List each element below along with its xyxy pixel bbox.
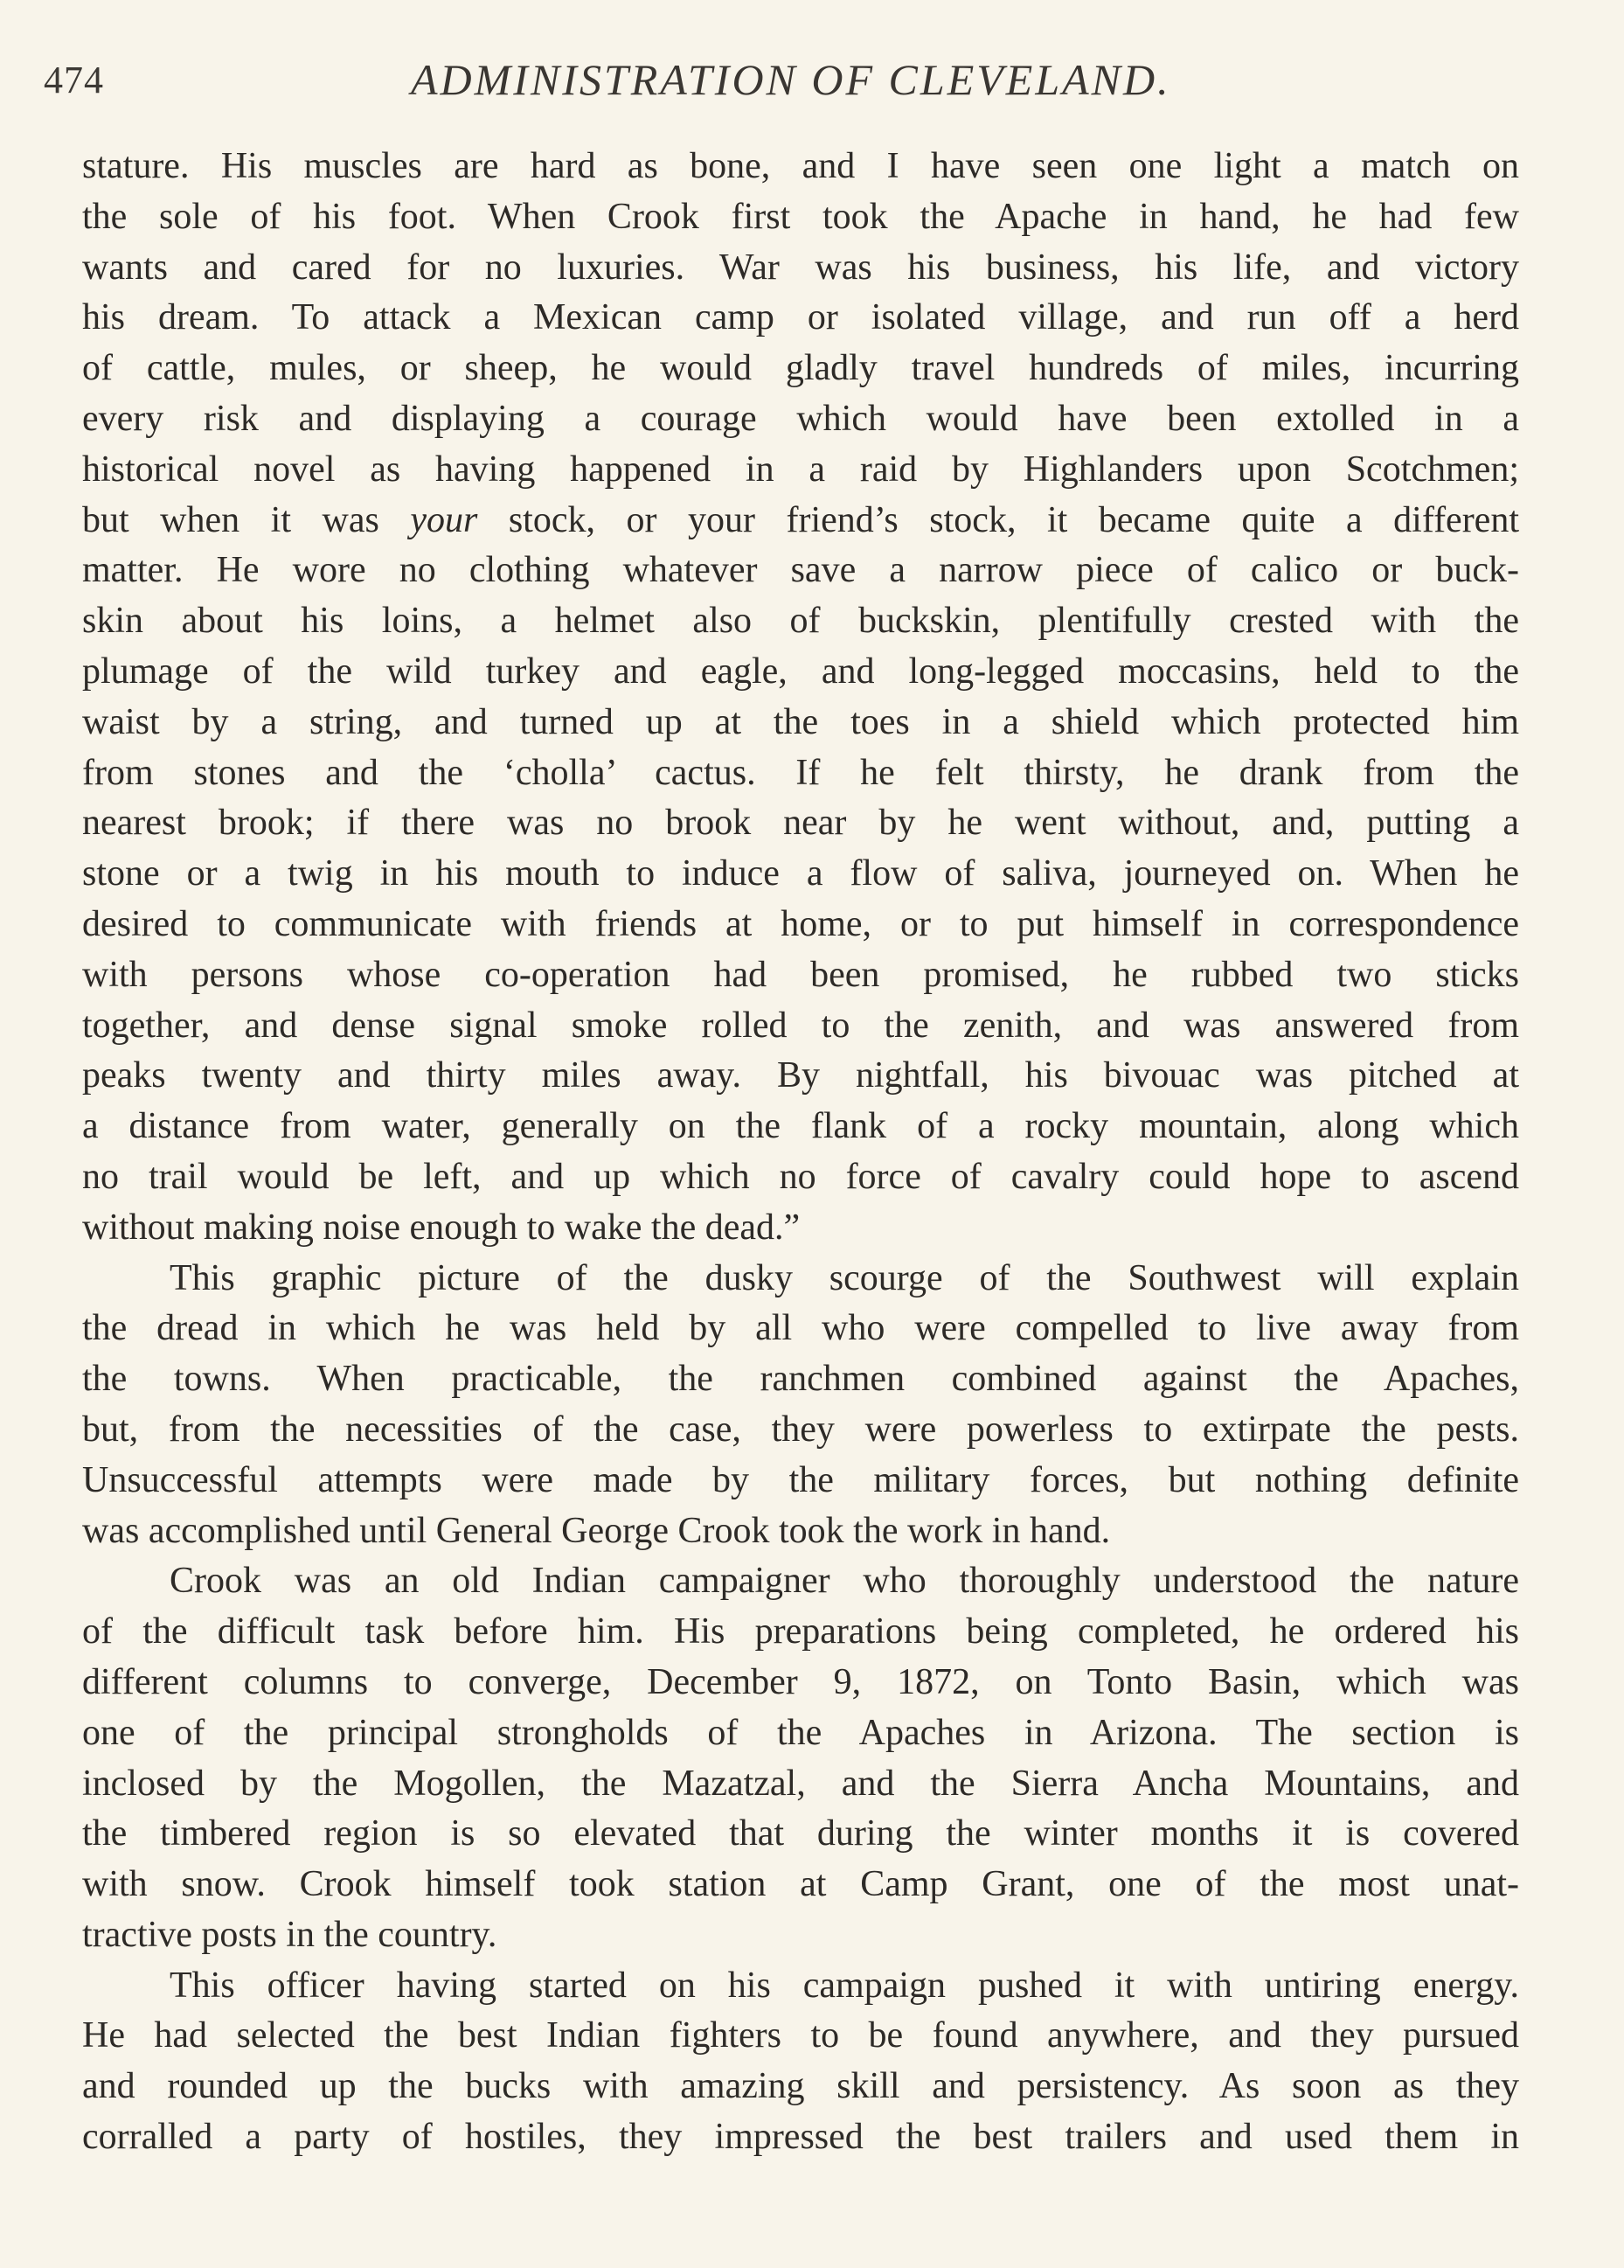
text-line: was accomplished until General George Crook took the work in hand. <box>82 1510 1111 1551</box>
text-line: every risk and displaying a courage which would have been extolled in a <box>82 398 1519 439</box>
text-line: This graphic picture of the dusky scourge of the Southwest will explain <box>170 1257 1519 1298</box>
text-line: of the difficult task before him. His preparations being completed, he ordered his <box>82 1611 1519 1652</box>
text-line: nearest brook; if there was no brook near by he went without, and, putting a <box>82 803 1519 844</box>
text-line: tractive posts in the country. <box>82 1914 497 1955</box>
text-line: inclosed by the Mogollen, the Mazatzal, and the Sierra Ancha Mountains, and <box>82 1763 1519 1804</box>
text-line: the dread in which he was held by all who were compelled to live away from <box>82 1308 1519 1349</box>
text-line: skin about his loins, a helmet also of buckskin, plentifully crested with the <box>82 601 1519 642</box>
text-line: with persons whose co-operation had been promised, he rubbed two sticks <box>82 954 1519 995</box>
text-line: matter. He wore no clothing whatever save a narrow piece of calico or buck- <box>82 550 1519 591</box>
text-line: one of the principal strongholds of the Apaches in Arizona. The section is <box>82 1712 1519 1753</box>
page-number: 474 <box>44 59 104 101</box>
text-line: He had selected the best Indian fighters to be found anywhere, and they pursued <box>82 2015 1519 2056</box>
text-line: This officer having started on his campaign pushed it with untiring energy. <box>170 1965 1519 2006</box>
text-line: stature. His muscles are hard as bone, and I have seen one light a match on <box>82 146 1519 186</box>
text-line: plumage of the wild turkey and eagle, and long-legged moccasins, held to the <box>82 650 1519 692</box>
text-line: stone or a twig in his mouth to induce a flow of saliva, journeyed on. When he <box>82 853 1519 894</box>
running-head: ADMINISTRATION OF CLEVELAND. <box>411 55 1171 104</box>
text-line: no trail would be left, and up which no force of cavalry could hope to ascend <box>82 1156 1519 1197</box>
text-line: the towns. When practicable, the ranchmen combined against the Apaches, <box>82 1359 1519 1400</box>
text-line: the sole of his foot. When Crook first took the Apache in hand, he had few <box>82 196 1519 237</box>
text-line: desired to communicate with friends at home, or to put himself in correspondence <box>82 903 1519 944</box>
line-text-before: but when it was <box>82 499 411 540</box>
text-line: different columns to converge, December 9, 1872, on Tonto Basin, which was <box>82 1661 1519 1702</box>
text-line: historical novel as having happened in a raid by Highlanders upon Scotchmen; <box>82 449 1519 490</box>
emphasized-word: your <box>410 499 478 540</box>
text-line: waist by a string, and turned up at the toes in a shield which protected him <box>82 701 1519 742</box>
text-line: Crook was an old Indian campaigner who thoroughly understood the nature <box>170 1561 1519 1602</box>
text-line: corralled a party of hostiles, they impressed the best trailers and used them in <box>82 2117 1519 2158</box>
text-line: Unsuccessful attempts were made by the military forces, but nothing definite <box>82 1459 1519 1500</box>
text-line: wants and cared for no luxuries. War was his business, his life, and victory <box>82 247 1519 288</box>
text-line: together, and dense signal smoke rolled to the zenith, and was answered from <box>82 1005 1519 1046</box>
body-text <box>82 142 1519 2163</box>
text-line: and rounded up the bucks with amazing skill and persistency. As soon as they <box>82 2066 1519 2107</box>
line-text-after: stock, or your friend’s stock, it became quite a different <box>477 499 1519 540</box>
text-line-with-emphasis <box>82 496 1519 546</box>
text-line: a distance from water, generally on the flank of a rocky mountain, along which <box>82 1106 1519 1147</box>
text-line: without making noise enough to wake the dead.” <box>82 1207 801 1248</box>
text-line: from stones and the ‘cholla’ cactus. If he felt thirsty, he drank from the <box>82 752 1519 793</box>
text-line: his dream. To attack a Mexican camp or isolated village, and run off a herd <box>82 297 1519 338</box>
text-line: the timbered region is so elevated that during the winter months it is covered <box>82 1813 1519 1854</box>
text-line: with snow. Crook himself took station at Camp Grant, one of the most unat- <box>82 1864 1519 1905</box>
page-header <box>44 54 1206 115</box>
text-line: of cattle, mules, or sheep, he would gladly travel hundreds of miles, incurring <box>82 348 1519 389</box>
text-line: peaks twenty and thirty miles away. By nightfall, his bivouac was pitched at <box>82 1055 1519 1096</box>
text-line: but, from the necessities of the case, they were powerless to extirpate the pests. <box>82 1409 1519 1450</box>
